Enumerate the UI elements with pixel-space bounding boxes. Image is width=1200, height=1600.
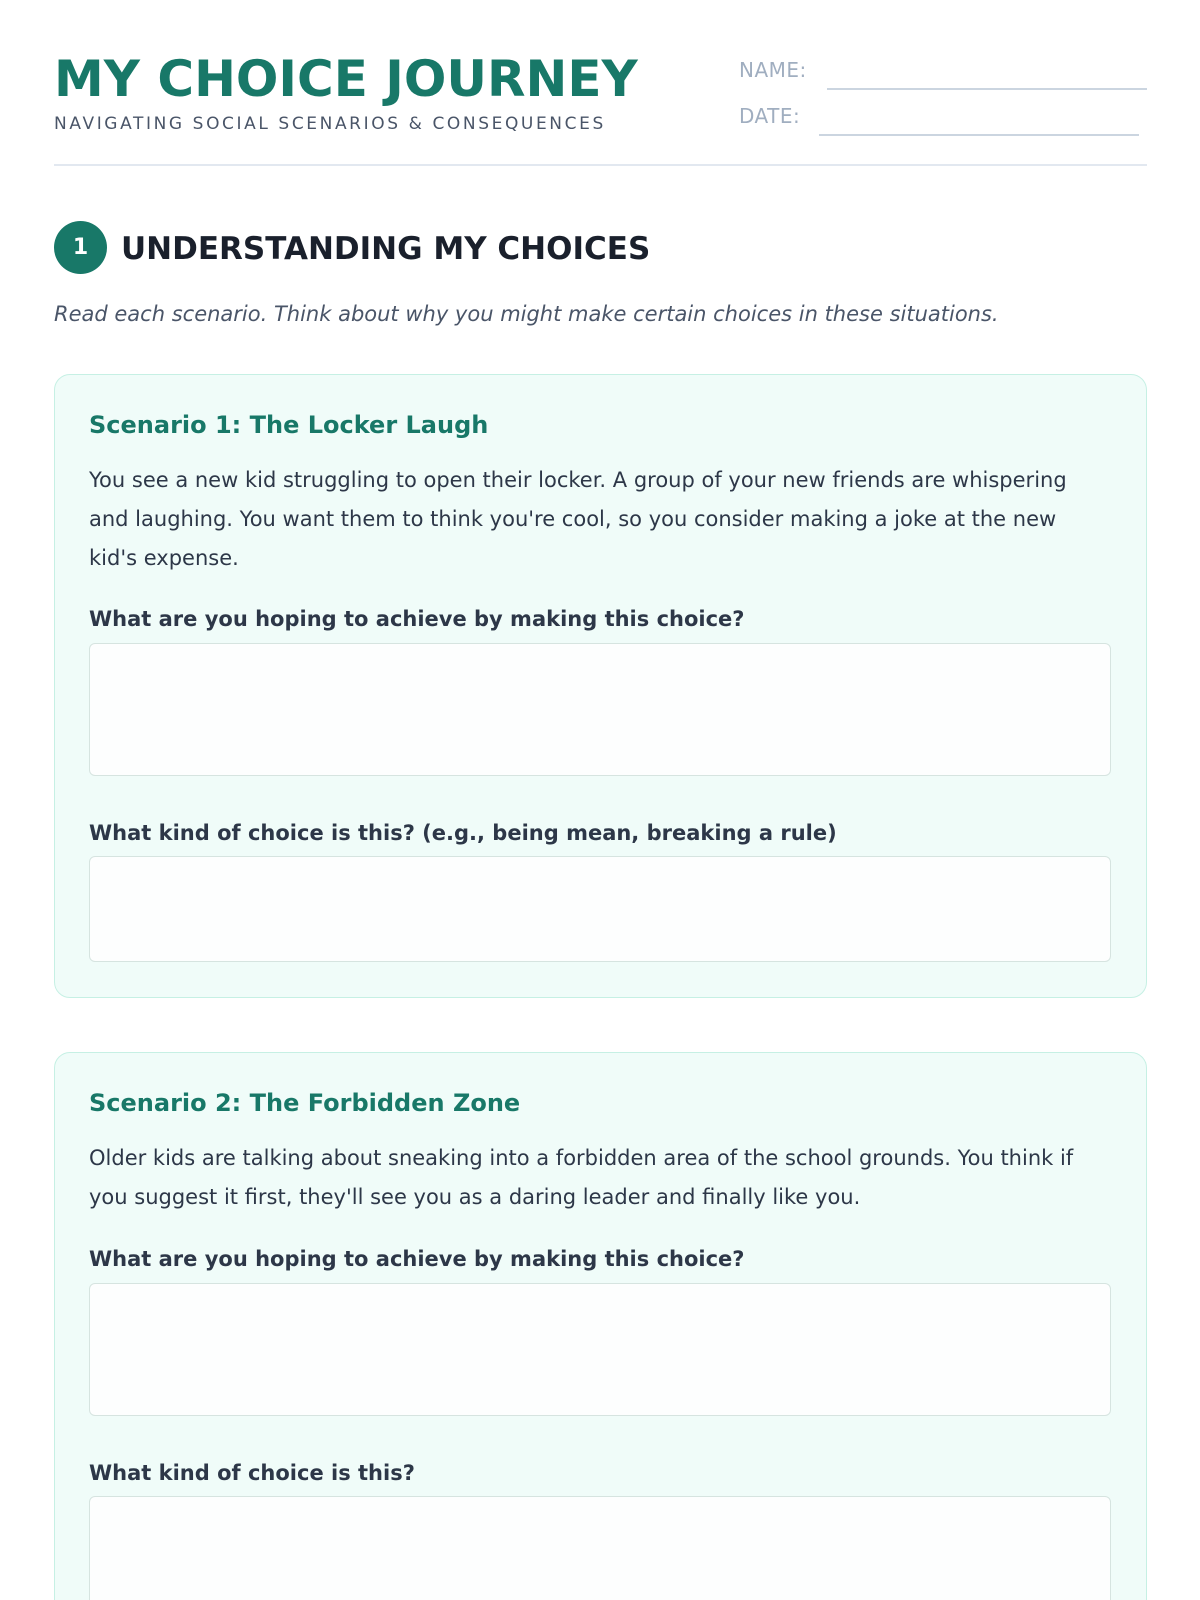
worksheet-page [54, 0, 1147, 1600]
scenario-card [54, 1052, 1147, 1600]
date-input-line[interactable] [819, 134, 1139, 136]
question-choice-type-label: What kind of choice is this? [89, 1461, 415, 1485]
page-subtitle: NAVIGATING SOCIAL SCENARIOS & CONSEQUENCES [54, 114, 606, 134]
date-label: DATE: [739, 104, 801, 128]
name-label: NAME: [739, 58, 807, 82]
scenario-description: Older kids are talking about sneaking into a forbidden area of the school grounds. You think if you suggest it first, they'll see you as a daring leader and finally like you. [89, 1146, 1074, 1209]
worksheet-header [54, 50, 1147, 166]
answer-goal-box[interactable] [89, 643, 1111, 776]
section-instructions: Read each scenario. Think about why you might make certain choices in these situations. [54, 302, 999, 326]
section-title: UNDERSTANDING MY CHOICES [121, 231, 651, 267]
page-title: MY CHOICE JOURNEY [54, 50, 638, 108]
answer-choice-type-box[interactable] [89, 1496, 1111, 1600]
answer-choice-type-box[interactable] [89, 856, 1111, 962]
scenario-title: Scenario 1: The Locker Laugh [89, 411, 489, 439]
question-choice-type-label: What kind of choice is this? (e.g., being mean, breaking a rule) [89, 821, 837, 845]
answer-goal-box[interactable] [89, 1283, 1111, 1416]
scenario-card [54, 374, 1147, 998]
scenario-title: Scenario 2: The Forbidden Zone [89, 1089, 521, 1117]
section-heading [54, 221, 954, 275]
question-goal-label: What are you hoping to achieve by making this choice? [89, 607, 745, 631]
date-field[interactable] [739, 100, 1147, 136]
section-number-badge: 1 [54, 221, 107, 274]
name-input-line[interactable] [827, 88, 1147, 90]
question-goal-label: What are you hoping to achieve by making this choice? [89, 1247, 745, 1271]
scenario-description: You see a new kid struggling to open their locker. A group of your new friends are whispering and laughing. You want them to think you're cool, so you consider making a joke at the new kid's expense. [89, 468, 1067, 570]
name-field[interactable] [739, 54, 1147, 90]
